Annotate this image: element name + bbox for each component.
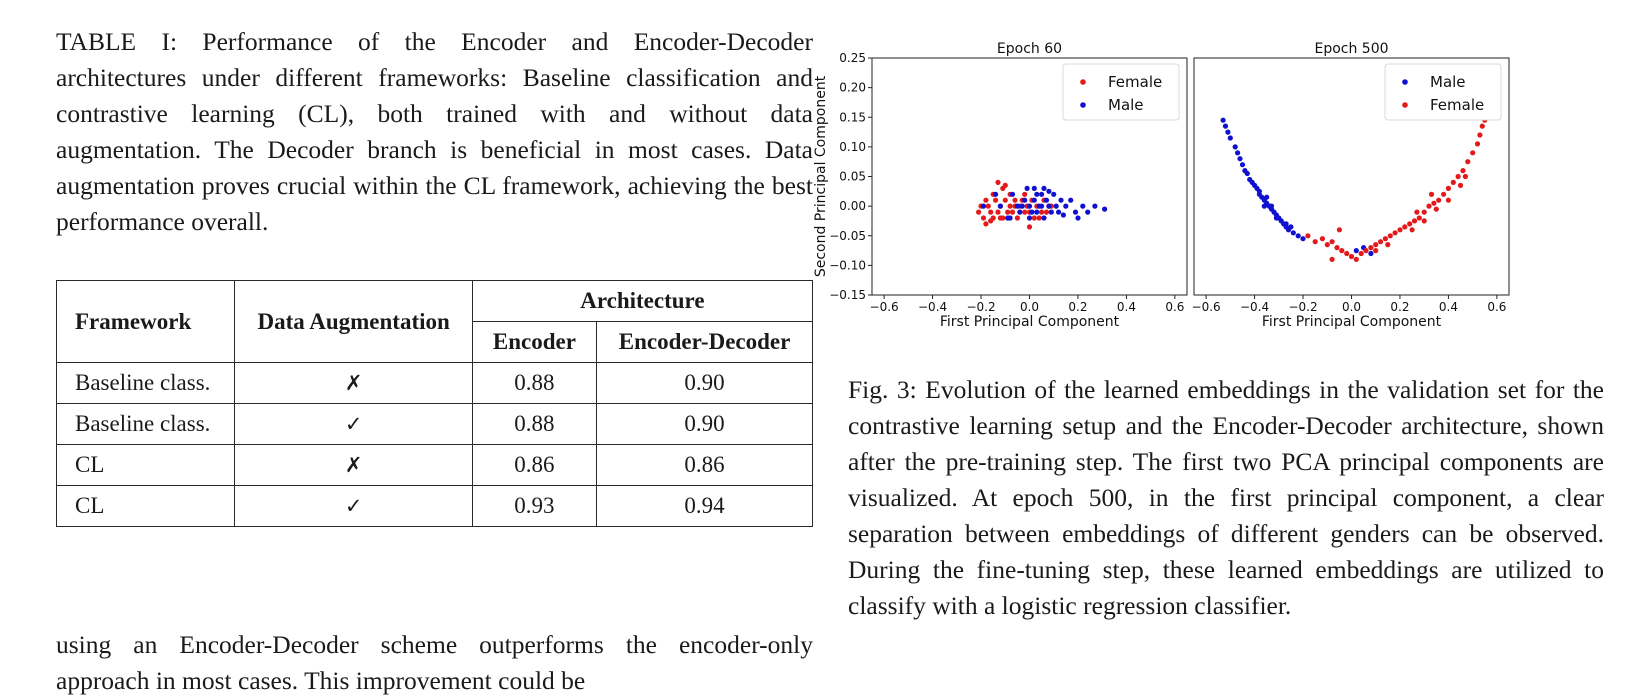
- data-point: [981, 204, 986, 209]
- cell-framework: CL: [57, 486, 235, 527]
- data-point: [1015, 204, 1020, 209]
- x-tick-label: 0.2: [1068, 300, 1088, 314]
- cell-augmentation: ✗: [235, 363, 472, 404]
- data-point: [1463, 174, 1468, 179]
- data-point: [1288, 224, 1293, 229]
- series-male: [981, 186, 1107, 221]
- x-tick-label: −0.2: [1288, 300, 1318, 314]
- data-point: [1456, 174, 1461, 179]
- data-point: [1417, 215, 1422, 220]
- data-point: [1056, 210, 1061, 215]
- x-tick-label: −0.4: [1240, 300, 1270, 314]
- body-text: using an Encoder-Decoder scheme outperforms the encoder-only approach in most cases. This improvement could be: [56, 630, 813, 695]
- data-point: [1334, 245, 1339, 250]
- chart-title: Epoch 60: [996, 41, 1063, 57]
- y-tick-label: 0.00: [839, 199, 866, 214]
- data-point: [1436, 198, 1441, 203]
- legend-label: Female: [1108, 73, 1163, 91]
- cell-framework: Baseline class.: [57, 404, 235, 445]
- data-point: [1269, 204, 1274, 209]
- data-point: [993, 198, 998, 203]
- pca-embedding-figure: [813, 40, 1600, 355]
- table-row: [57, 445, 813, 486]
- table-row: [57, 486, 813, 527]
- data-point: [1044, 198, 1049, 203]
- data-point: [1284, 221, 1289, 226]
- data-point: [1049, 210, 1054, 215]
- data-point: [1339, 248, 1344, 253]
- data-point: [1305, 233, 1310, 238]
- data-point: [1092, 204, 1097, 209]
- data-point: [1046, 189, 1051, 194]
- data-point: [1032, 186, 1037, 191]
- data-point: [1451, 180, 1456, 185]
- y-tick-label: 0.10: [839, 139, 866, 154]
- data-point: [1029, 210, 1034, 215]
- cell-encoder: 0.88: [472, 363, 596, 404]
- legend: [1385, 64, 1501, 120]
- x-tick-label: 0.2: [1390, 300, 1410, 314]
- data-point: [1003, 198, 1008, 203]
- figure-caption: Fig. 3: Evolution of the learned embeddings in the validation set for the contrastive learning setup and the Encoder-Decoder architecture, shown after the pre-training step. The first two PCA principal components are visualized. At epoch 500, in the first principal component, a clear separation between embeddings of different genders can be observed. During the fine-tuning step, these learned embeddings are utilized to classify with a logistic regression classifier.: [848, 375, 1604, 620]
- data-point: [1027, 224, 1032, 229]
- data-point: [1337, 227, 1342, 232]
- data-point: [1068, 198, 1073, 203]
- header-data-augmentation: Data Augmentation: [235, 281, 472, 363]
- legend-marker: [1080, 102, 1086, 108]
- data-point: [988, 210, 993, 215]
- data-point: [1470, 150, 1475, 155]
- data-point: [998, 215, 1003, 220]
- data-point: [1085, 210, 1090, 215]
- cell-framework: Baseline class.: [57, 363, 235, 404]
- data-point: [1296, 233, 1301, 238]
- data-point: [1015, 215, 1020, 220]
- x-tick-label: −0.6: [1191, 300, 1221, 314]
- data-point: [1422, 218, 1427, 223]
- legend-marker: [1402, 102, 1408, 108]
- data-point: [1017, 210, 1022, 215]
- data-point: [1221, 118, 1226, 123]
- data-point: [1330, 239, 1335, 244]
- data-point: [1325, 242, 1330, 247]
- data-point: [1034, 210, 1039, 215]
- y-tick-label: −0.15: [829, 288, 866, 302]
- data-point: [1300, 236, 1305, 241]
- cell-encoder: 0.93: [472, 486, 596, 527]
- data-point: [1354, 257, 1359, 262]
- legend-label: Male: [1108, 96, 1144, 114]
- cell-encoder-decoder: 0.94: [597, 486, 813, 527]
- data-point: [1037, 215, 1042, 220]
- data-point: [1475, 141, 1480, 146]
- data-point: [1044, 210, 1049, 215]
- data-point: [1073, 210, 1078, 215]
- header-encoder-decoder: Encoder-Decoder: [597, 322, 813, 363]
- data-point: [1025, 186, 1030, 191]
- data-point: [1446, 198, 1451, 203]
- data-point: [1313, 239, 1318, 244]
- data-point: [1441, 192, 1446, 197]
- data-point: [1373, 248, 1378, 253]
- data-point: [1388, 233, 1393, 238]
- data-point: [1039, 210, 1044, 215]
- data-point: [976, 210, 981, 215]
- y-tick-label: 0.05: [839, 169, 866, 184]
- data-point: [1363, 248, 1368, 253]
- data-point: [1385, 242, 1390, 247]
- x-tick-label: −0.4: [918, 300, 948, 314]
- chart-title: Epoch 500: [1314, 41, 1389, 57]
- table-row: [57, 363, 813, 404]
- data-point: [1446, 186, 1451, 191]
- cell-encoder-decoder: 0.90: [597, 404, 813, 445]
- data-point: [1262, 204, 1267, 209]
- x-tick-label: 0.0: [1341, 300, 1362, 314]
- data-point: [1027, 204, 1032, 209]
- cell-framework: CL: [57, 445, 235, 486]
- data-point: [986, 204, 991, 209]
- cell-augmentation: ✓: [235, 486, 472, 527]
- legend: [1063, 64, 1179, 120]
- y-tick-label: 0.25: [839, 51, 866, 65]
- data-point: [995, 210, 1000, 215]
- series-female: [1305, 118, 1487, 262]
- data-point: [1022, 192, 1027, 197]
- table-row: [57, 404, 813, 445]
- legend-label: Female: [1430, 96, 1485, 114]
- x-axis-label: First Principal Component: [1261, 314, 1442, 330]
- data-point: [1027, 215, 1032, 220]
- data-point: [1228, 135, 1233, 140]
- cell-augmentation: ✓: [235, 404, 472, 445]
- legend-label: Male: [1430, 73, 1466, 91]
- data-point: [1344, 251, 1349, 256]
- data-point: [1434, 207, 1439, 212]
- data-point: [1397, 227, 1402, 232]
- data-point: [1102, 207, 1107, 212]
- data-point: [1233, 144, 1238, 149]
- scatter-panel-1: [813, 41, 1187, 330]
- cell-augmentation: ✗: [235, 445, 472, 486]
- data-point: [1003, 183, 1008, 188]
- results-table: [56, 280, 813, 527]
- header-framework: Framework: [57, 281, 235, 363]
- data-point: [1041, 215, 1046, 220]
- data-point: [1075, 215, 1080, 220]
- data-point: [995, 180, 1000, 185]
- data-point: [1349, 254, 1354, 259]
- data-point: [1264, 195, 1269, 200]
- data-point: [1410, 227, 1415, 232]
- data-point: [1240, 162, 1245, 167]
- data-point: [983, 198, 988, 203]
- data-point: [1223, 124, 1228, 129]
- table-header-row: [57, 281, 813, 322]
- data-point: [1412, 218, 1417, 223]
- y-tick-label: −0.10: [829, 258, 866, 273]
- data-point: [983, 221, 988, 226]
- data-point: [1008, 215, 1013, 220]
- legend-marker: [1080, 79, 1086, 85]
- data-point: [1054, 204, 1059, 209]
- data-point: [1257, 192, 1262, 197]
- data-point: [1080, 204, 1085, 209]
- x-tick-label: 0.6: [1165, 300, 1185, 314]
- scatter-panel-2: [1192, 41, 1509, 330]
- x-tick-label: 0.0: [1019, 300, 1040, 314]
- cell-encoder: 0.88: [472, 404, 596, 445]
- data-point: [1480, 124, 1485, 129]
- x-tick-label: 0.6: [1487, 300, 1507, 314]
- cell-encoder-decoder: 0.86: [597, 445, 813, 486]
- x-tick-label: −0.6: [869, 300, 899, 314]
- data-point: [1041, 186, 1046, 191]
- legend-marker: [1402, 79, 1408, 85]
- data-point: [1034, 192, 1039, 197]
- y-axis-label: Second Principal Component: [813, 75, 829, 278]
- data-point: [1431, 201, 1436, 206]
- data-point: [993, 192, 998, 197]
- data-point: [1058, 198, 1063, 203]
- data-point: [1458, 183, 1463, 188]
- data-point: [1330, 257, 1335, 262]
- data-point: [1426, 204, 1431, 209]
- header-architecture: Architecture: [472, 281, 812, 322]
- data-point: [1051, 192, 1056, 197]
- cell-encoder: 0.86: [472, 445, 596, 486]
- data-point: [1359, 251, 1364, 256]
- data-point: [1393, 230, 1398, 235]
- data-point: [1235, 150, 1240, 155]
- data-point: [1407, 221, 1412, 226]
- data-point: [1402, 224, 1407, 229]
- data-point: [1422, 210, 1427, 215]
- data-point: [1039, 204, 1044, 209]
- data-point: [1378, 239, 1383, 244]
- data-point: [1225, 130, 1230, 135]
- x-axis-label: First Principal Component: [939, 314, 1120, 330]
- data-point: [1032, 198, 1037, 203]
- data-point: [1005, 210, 1010, 215]
- data-point: [1291, 230, 1296, 235]
- data-point: [1022, 198, 1027, 203]
- y-tick-label: 0.20: [839, 80, 866, 95]
- data-point: [981, 215, 986, 220]
- data-point: [988, 218, 993, 223]
- data-point: [1320, 236, 1325, 241]
- y-tick-label: 0.15: [839, 110, 866, 125]
- data-point: [1046, 204, 1051, 209]
- data-point: [1245, 171, 1250, 176]
- data-point: [1354, 248, 1359, 253]
- data-point: [1032, 215, 1037, 220]
- data-point: [1061, 212, 1066, 217]
- data-point: [1022, 210, 1027, 215]
- data-point: [1039, 192, 1044, 197]
- data-point: [1020, 204, 1025, 209]
- data-point: [1465, 159, 1470, 164]
- data-point: [1237, 156, 1242, 161]
- x-tick-label: 0.4: [1438, 300, 1458, 314]
- data-point: [1373, 242, 1378, 247]
- data-point: [1429, 192, 1434, 197]
- x-tick-label: 0.4: [1116, 300, 1136, 314]
- data-point: [1414, 210, 1419, 215]
- data-point: [1063, 204, 1068, 209]
- data-point: [1012, 198, 1017, 203]
- header-encoder: Encoder: [472, 322, 596, 363]
- data-point: [1008, 204, 1013, 209]
- data-point: [1010, 192, 1015, 197]
- x-tick-label: −0.2: [966, 300, 996, 314]
- data-point: [1368, 245, 1373, 250]
- data-point: [1383, 236, 1388, 241]
- cell-encoder-decoder: 0.90: [597, 363, 813, 404]
- series-male: [1221, 118, 1374, 257]
- data-point: [1477, 132, 1482, 137]
- data-point: [1460, 168, 1465, 173]
- data-point: [1274, 215, 1279, 220]
- data-point: [998, 204, 1003, 209]
- y-tick-label: −0.05: [829, 228, 866, 243]
- data-point: [1368, 251, 1373, 256]
- data-point: [1010, 210, 1015, 215]
- table-caption: TABLE I: Performance of the Encoder and Encoder-Decoder architectures under different frameworks: Baseline classification and contrastive learning (CL), both trained with and without data augmentation. The Decoder branch is beneficial in most cases. Data augmentation proves crucial within the CL framework, achieving the best performance overall.: [56, 27, 813, 236]
